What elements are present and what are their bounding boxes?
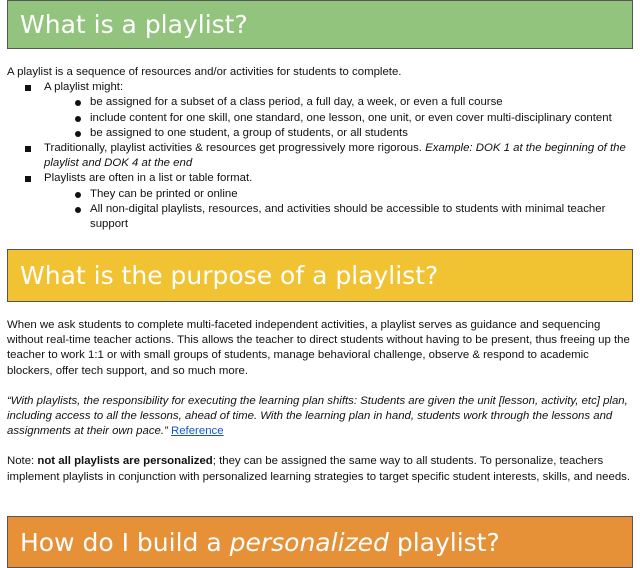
list-item: be assigned to one student, a group of students, or all students <box>7 126 633 141</box>
section-purpose-body <box>7 318 633 485</box>
purpose-paragraph: When we ask students to complete multi-faceted independent activities, a playlist serves as guidance and sequencing without real-time teacher actions. This allows the teacher to direct students without having to be present, thus freeing up the teacher to work 1:1 or with small groups of students, manage behavioral challenge, observe & respond to academic blockers, offer tech support, and so much more. <box>7 319 630 377</box>
quote-paragraph: “With playlists, the responsibility for executing the learning plan shifts: Students are given the unit [lesson, activity, etc] plan, including access to all the lessons, ahead of time. With the learning plan in hand, students work through the lessons and assignments at their own pace.” Reference <box>7 394 628 438</box>
section-what-is-playlist-body <box>7 65 633 232</box>
section-heading-purpose <box>7 249 633 302</box>
heading-text: What is a playlist? <box>20 10 248 39</box>
round-bullet-icon <box>75 131 81 137</box>
list-item: Playlists are often in a list or table format. <box>7 171 633 186</box>
round-bullet-icon <box>75 192 81 198</box>
list-item: be assigned for a subset of a class period, a full day, a week, or even a full course <box>7 95 633 110</box>
list-item: Traditionally, playlist activities & resources get progressively more rigorous. Example: DOK 1 at the beginning of the playlist and DOK 4 at the end <box>7 141 633 171</box>
round-bullet-icon <box>75 100 81 106</box>
list-item: They can be printed or online <box>7 187 633 202</box>
list-item: include content for one skill, one standard, one lesson, one unit, or even cover multi-disciplinary content <box>7 111 633 126</box>
note-paragraph: Note: not all playlists are personalized; they can be assigned the same way to all students. To personalize, teachers implement playlists in conjunction with personalized learning strategies to target specific student interests, skills, and needs. <box>7 455 631 483</box>
section-heading-what-is-playlist <box>7 0 633 49</box>
reference-link[interactable]: Reference <box>171 425 224 438</box>
square-bullet-icon <box>25 85 31 91</box>
heading-text: What is the purpose of a playlist? <box>20 261 439 290</box>
list-item: A playlist might: <box>7 80 633 95</box>
round-bullet-icon <box>75 116 81 122</box>
round-bullet-icon <box>75 207 81 213</box>
heading-text: How do I build a personalized playlist? <box>20 527 500 557</box>
intro-text: A playlist is a sequence of resources and/or activities for students to complete. <box>7 66 402 78</box>
section-heading-build-personalized <box>7 516 633 568</box>
list-item: All non-digital playlists, resources, and activities should be accessible to students with minimal teacher support <box>7 202 633 232</box>
bullet-list <box>7 80 633 232</box>
square-bullet-icon <box>25 146 31 152</box>
square-bullet-icon <box>25 176 31 182</box>
